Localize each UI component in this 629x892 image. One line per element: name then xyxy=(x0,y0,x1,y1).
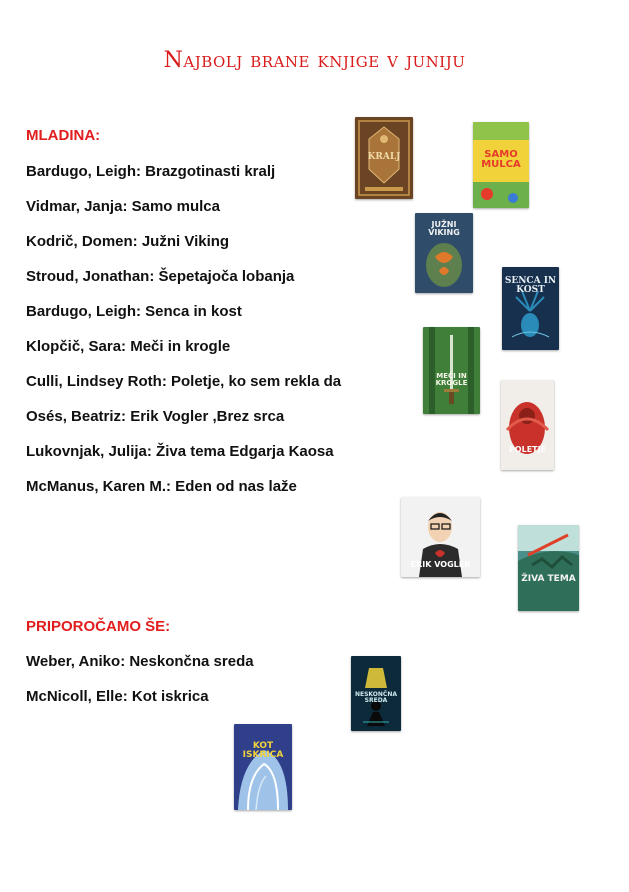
section-heading-priporocamo: PRIPOROČAMO ŠE: xyxy=(26,618,171,635)
book-cover-ziva-tema: ŽIVA TEMA xyxy=(518,525,579,611)
book-entry: Bardugo, Leigh: Senca in kost xyxy=(26,303,242,320)
book-entry: Culli, Lindsey Roth: Poletje, ko sem rekla da xyxy=(26,373,342,390)
book-cover-samo-mulca: SAMO MULCA xyxy=(473,122,529,208)
book-entry: McManus, Karen M.: Eden od nas laže xyxy=(26,478,297,495)
book-cover-kralj: KRALJ xyxy=(355,117,413,199)
book-entry: McNicoll, Elle: Kot iskrica xyxy=(26,688,209,705)
book-cover-senca-in-kost: SENCA IN KOST xyxy=(502,267,559,350)
book-entry: Vidmar, Janja: Samo mulca xyxy=(26,198,220,215)
book-cover-meci-in-krogle: MEČI IN KROGLE xyxy=(423,327,480,414)
page-title: Najbolj brane knjige v juniju xyxy=(163,48,466,73)
book-cover-poletje: POLETJE xyxy=(501,380,554,470)
book-cover-erik-vogler: ERIK VOGLER xyxy=(401,497,480,577)
book-entry: Klopčič, Sara: Meči in krogle xyxy=(26,338,231,355)
section-heading-mladina: MLADINA: xyxy=(26,127,101,144)
book-cover-juzni-viking: JUŽNI VIKING xyxy=(415,213,473,293)
book-entry: Kodrič, Domen: Južni Viking xyxy=(26,233,230,250)
book-cover-neskoncna-sreda: NESKONČNA SREDA xyxy=(351,656,401,731)
book-entry: Stroud, Jonathan: Šepetajoča lobanja xyxy=(26,268,295,285)
book-cover-kot-iskrica: KOT ISKRICA xyxy=(234,724,292,810)
book-entry: Osés, Beatriz: Erik Vogler ,Brez srca xyxy=(26,408,285,425)
book-entry: Bardugo, Leigh: Brazgotinasti kralj xyxy=(26,163,276,180)
book-entry: Lukovnjak, Julija: Živa tema Edgarja Kaosa xyxy=(26,443,334,460)
book-entry: Weber, Aniko: Neskončna sreda xyxy=(26,653,254,670)
